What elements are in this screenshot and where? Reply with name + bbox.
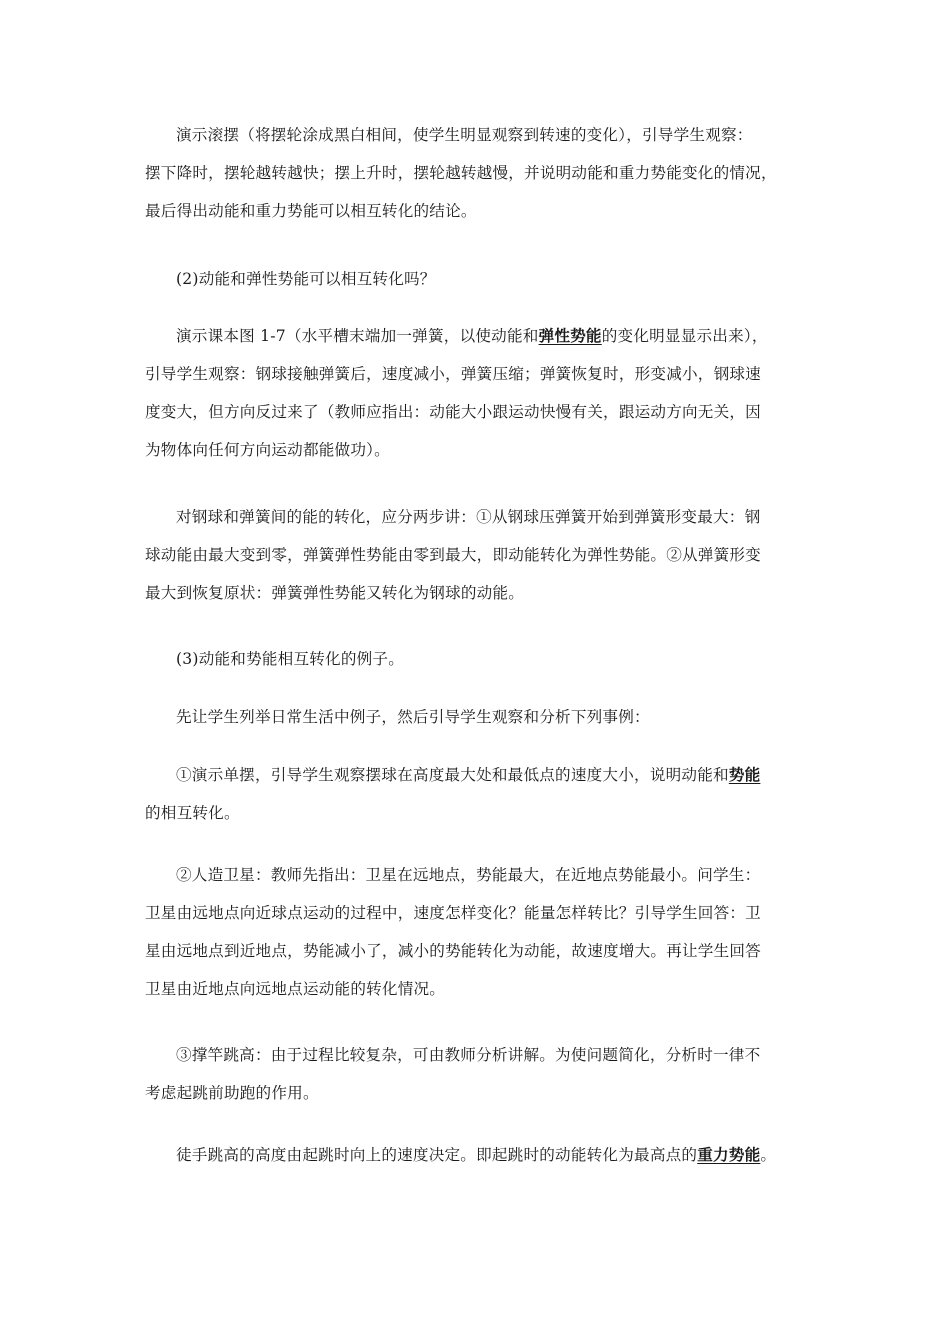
paragraph-two-steps <box>145 498 807 612</box>
paragraph-pendulum <box>145 756 807 832</box>
text-line <box>145 1136 807 1174</box>
paragraph-heading-elastic <box>145 260 807 298</box>
text-line: 卫星由近地点向远地点运动能的转化情况。 <box>145 980 446 998</box>
paragraph-heading-examples <box>145 640 807 678</box>
text-line: 演示滚摆（将摆轮涂成黑白相间，使学生明显观察到转速的变化），引导学生观察： <box>176 126 753 144</box>
text-line: 为物体向任何方向运动都能做功）。 <box>145 441 390 459</box>
text-segment: ①演示单摆，引导学生观察摆球在高度最大处和最低点的速度大小，说明动能和 <box>176 766 729 784</box>
text-line <box>145 317 807 355</box>
keyword-link[interactable]: 弹性势能 <box>538 327 602 345</box>
text-line: (2)动能和弹性势能可以相互转化吗？ <box>176 270 436 288</box>
text-line: 摆下降时，摆轮越转越快；摆上升时，摆轮越转越慢，并说明动能和重力势能变化的情况， <box>145 164 777 182</box>
paragraph-demo-spring <box>145 317 807 469</box>
text-line: 度变大，但方向反过来了（教师应指出：动能大小跟运动快慢有关，跟运动方向无关，因 <box>145 403 761 421</box>
paragraph-rolling-pendulum <box>145 116 807 230</box>
text-segment: 演示课本图 1-7（水平槽末端加一弹簧，以使动能和 <box>176 327 539 345</box>
text-line: 星由远地点到近地点，势能减小了，减小的势能转化为动能，故速度增大。再让学生回答 <box>145 942 761 960</box>
text-segment: 徒手跳高的高度由起跳时向上的速度决定。即起跳时的动能转化为最高点的 <box>176 1146 698 1164</box>
paragraph-high-jump <box>145 1136 807 1174</box>
paragraph-intro-examples <box>145 698 807 736</box>
text-segment: 的变化明显显示出来）， <box>601 327 768 345</box>
text-line: 卫星由远地点向近球点运动的过程中，速度怎样变化？能量怎样转比？引导学生回答：卫 <box>145 904 761 922</box>
text-line: 考虑起跳前助跑的作用。 <box>145 1084 319 1102</box>
text-line: 的相互转化。 <box>145 804 240 822</box>
text-line: 先让学生列举日常生活中例子，然后引导学生观察和分析下列事例： <box>176 708 650 726</box>
text-line: (3)动能和势能相互转化的例子。 <box>176 650 405 668</box>
keyword-link[interactable]: 重力势能 <box>697 1146 761 1164</box>
text-line: 对钢球和弹簧间的能的转化，应分两步讲：①从钢球压弹簧开始到弹簧形变最大：钢 <box>176 508 761 526</box>
text-line: 最后得出动能和重力势能可以相互转化的结论。 <box>145 202 477 220</box>
text-line: 最大到恢复原状：弹簧弹性势能又转化为钢球的动能。 <box>145 584 525 602</box>
text-line: ②人造卫星：教师先指出：卫星在远地点，势能最大，在近地点势能最小。问学生： <box>176 866 761 884</box>
text-line: 球动能由最大变到零，弹簧弹性势能由零到最大，即动能转化为弹性势能。②从弹簧形变 <box>145 546 761 564</box>
text-line: 引导学生观察：钢球接触弹簧后，速度减小，弹簧压缩；弹簧恢复时，形变减小，钢球速 <box>145 365 761 383</box>
text-segment: 。 <box>760 1146 777 1164</box>
paragraph-satellite <box>145 856 807 1008</box>
paragraph-pole-vault <box>145 1036 807 1112</box>
text-line <box>145 756 807 794</box>
keyword-link[interactable]: 势能 <box>728 766 761 784</box>
text-line: ③撑竿跳高：由于过程比较复杂，可由教师分析讲解。为使问题简化，分析时一律不 <box>176 1046 761 1064</box>
